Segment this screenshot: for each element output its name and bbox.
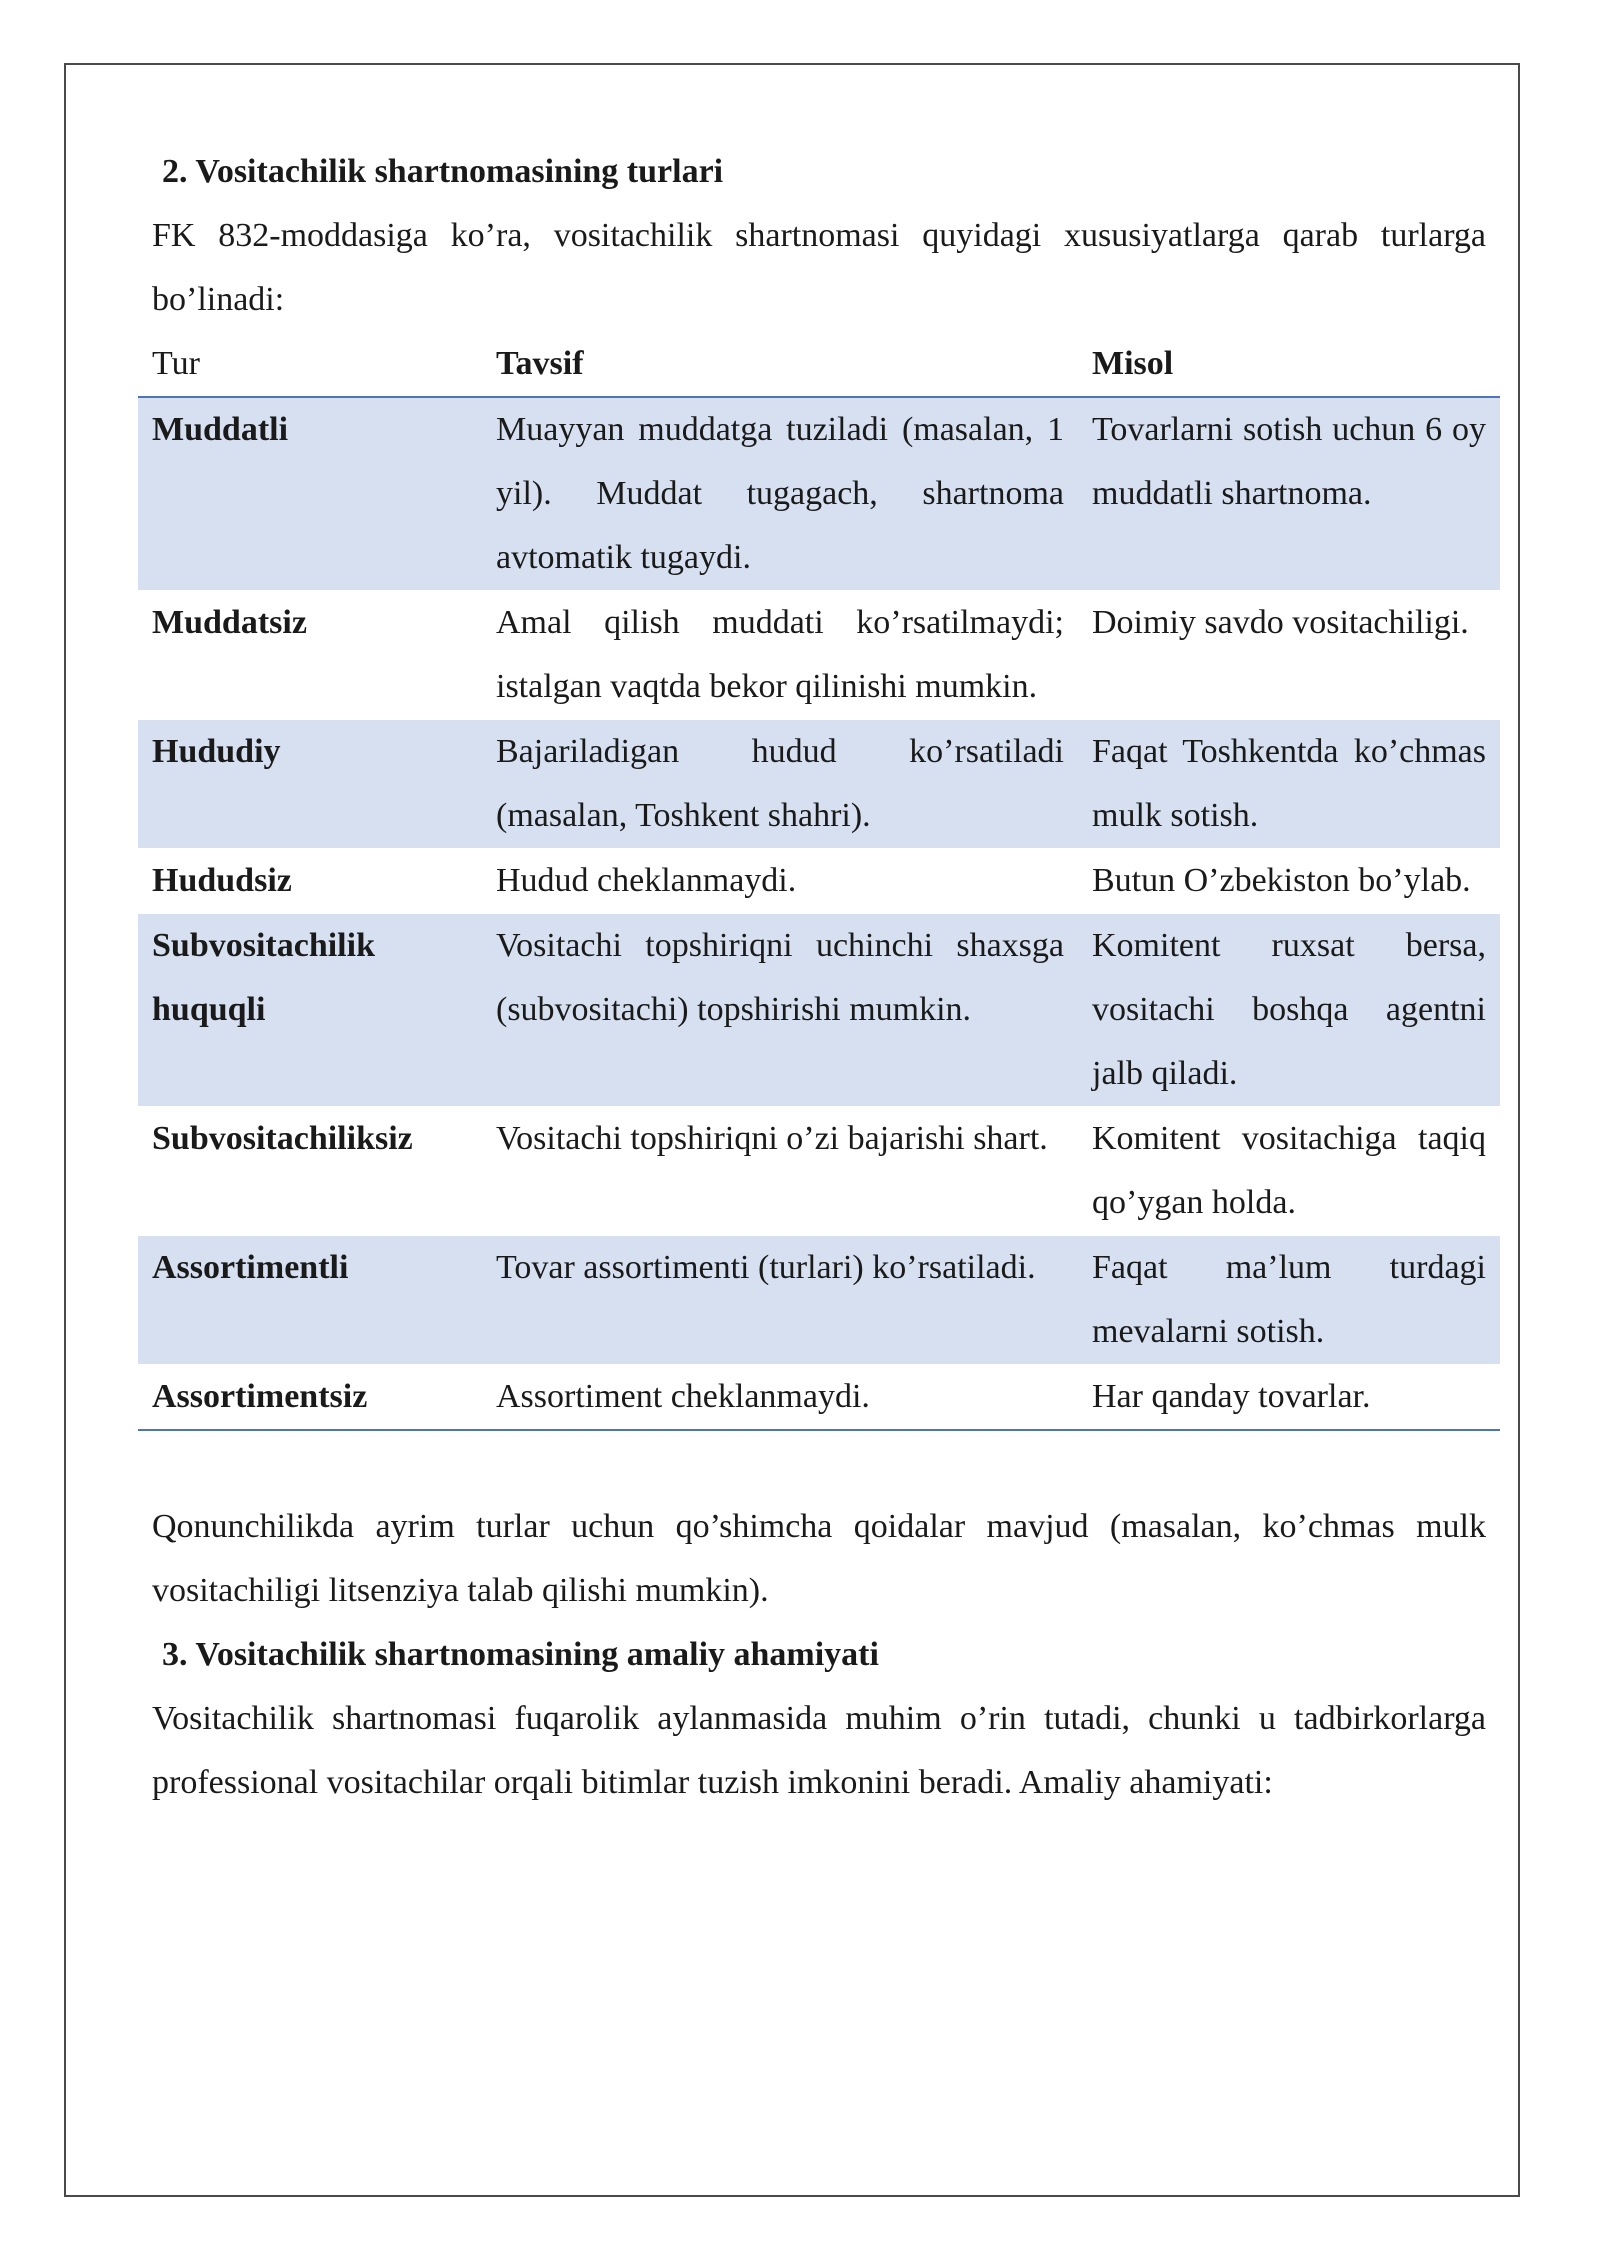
table-row xyxy=(138,397,1500,591)
table-row xyxy=(138,1365,1500,1431)
row-type: Assortimentsiz xyxy=(152,1378,368,1415)
row-example: Faqat Toshkentda ko’chmas mulk sotish. xyxy=(1078,720,1500,849)
row-description: Hudud cheklanmaydi. xyxy=(496,862,797,899)
row-example: Tovarlarni sotish uchun 6 oy muddatli shartnoma. xyxy=(1078,397,1500,591)
row-example: Faqat ma’lum turdagi mevalarni sotish. xyxy=(1078,1236,1500,1365)
section-2-heading: 2. Vositachilik shartnomasining turlari xyxy=(162,153,724,190)
row-description: Bajariladigan hudud ko’rsatiladi (masalan, Toshkent shahri). xyxy=(482,720,1078,849)
table-header-row xyxy=(138,332,1500,397)
table-row xyxy=(138,1107,1500,1236)
contract-types-table xyxy=(138,332,1500,1431)
document-body xyxy=(152,140,1486,1815)
row-type: Assortimentli xyxy=(138,1236,482,1365)
row-description: Amal qilish muddati ko’rsatilmaydi; istalgan vaqtda bekor qilinishi mumkin. xyxy=(496,604,1064,705)
row-type: Hududsiz xyxy=(152,862,292,899)
row-type: Subvositachilik huquqli xyxy=(138,914,482,1107)
header-tavsif: Tavsif xyxy=(482,332,1078,397)
row-example: Butun O’zbekiston bo’ylab. xyxy=(1092,862,1471,899)
table-row xyxy=(138,1236,1500,1365)
row-type: Muddatsiz xyxy=(152,604,307,641)
header-tur: Tur xyxy=(138,332,482,397)
legislation-note: Qonunchilikda ayrim turlar uchun qo’shimcha qoidalar mavjud (masalan, ko’chmas mulk vositachiligi litsenziya talab qilishi mumkin). xyxy=(152,1508,1486,1609)
table-row xyxy=(138,914,1500,1107)
row-type: Subvositachiliksiz xyxy=(152,1120,413,1157)
row-type: Hududiy xyxy=(138,720,482,849)
section-3-body: Vositachilik shartnomasi fuqarolik aylanmasida muhim o’rin tutadi, chunki u tadbirkorlarga professional vositachilar orqali bitimlar tuzish imkonini beradi. Amaliy ahamiyati: xyxy=(152,1700,1486,1801)
table-row xyxy=(138,849,1500,914)
row-type: Muddatli xyxy=(138,397,482,591)
row-description: Vositachi topshiriqni uchinchi shaxsga (subvositachi) topshirishi mumkin. xyxy=(482,914,1078,1107)
row-description: Tovar assortimenti (turlari) ko’rsatiladi. xyxy=(482,1236,1078,1365)
row-example: Komitent ruxsat bersa, vositachi boshqa agentni jalb qiladi. xyxy=(1078,914,1500,1107)
row-example: Doimiy savdo vositachiligi. xyxy=(1092,604,1469,641)
table-row xyxy=(138,591,1500,720)
table-row xyxy=(138,720,1500,849)
row-description: Assortiment cheklanmaydi. xyxy=(496,1378,870,1415)
row-description: Vositachi topshiriqni o’zi bajarishi shart. xyxy=(496,1120,1048,1157)
row-example: Har qanday tovarlar. xyxy=(1092,1378,1371,1415)
section-2-intro: FK 832-moddasiga ko’ra, vositachilik shartnomasi quyidagi xususiyatlarga qarab turlarga bo’linadi: xyxy=(152,217,1486,318)
row-example: Komitent vositachiga taqiq qo’ygan holda. xyxy=(1092,1120,1486,1221)
section-3-heading: 3. Vositachilik shartnomasining amaliy ahamiyati xyxy=(162,1636,879,1673)
header-misol: Misol xyxy=(1078,332,1500,397)
row-description: Muayyan muddatga tuziladi (masalan, 1 yil). Muddat tugagach, shartnoma avtomatik tugaydi. xyxy=(482,397,1078,591)
